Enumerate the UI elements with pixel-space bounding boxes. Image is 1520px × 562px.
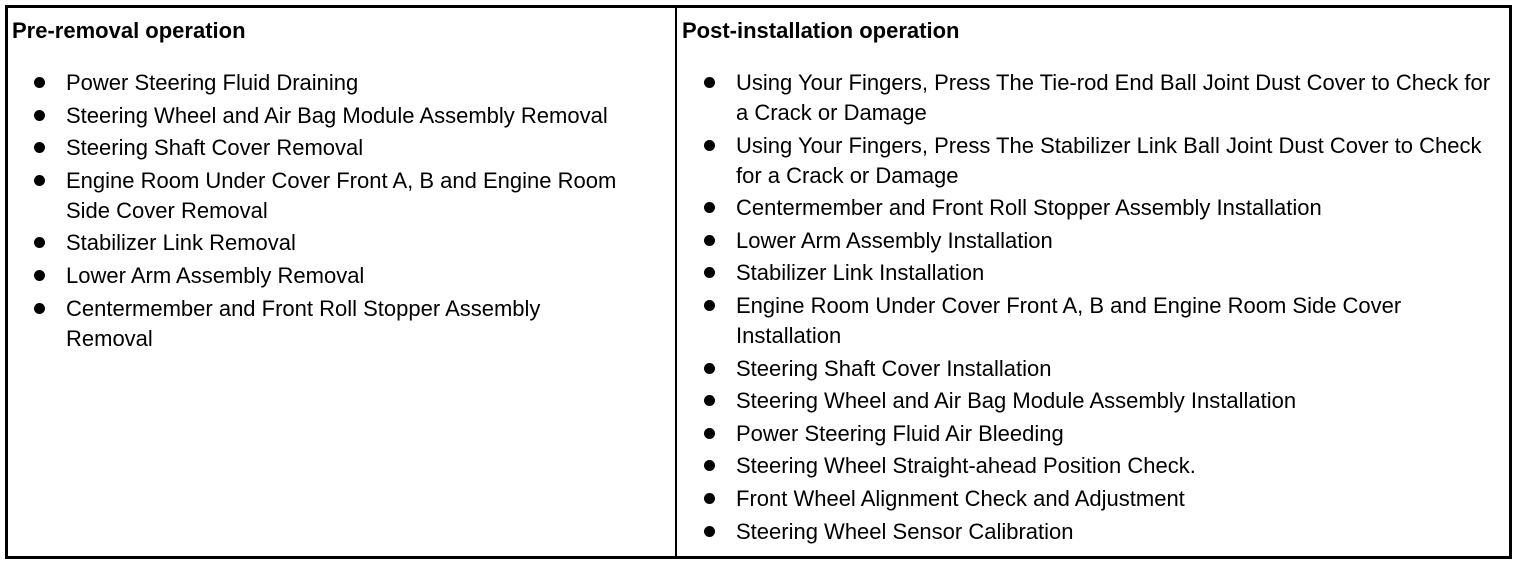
bullet-icon	[704, 363, 715, 374]
pre-removal-heading: Pre-removal operation	[12, 18, 246, 43]
list-item: Centermember and Front Roll Stopper Assembly Removal	[12, 294, 626, 354]
bullet-icon	[704, 395, 715, 406]
list-item: Steering Shaft Cover Installation	[682, 354, 1506, 384]
pre-removal-list	[12, 68, 675, 354]
bullet-icon	[704, 300, 715, 311]
bullet-icon	[704, 235, 715, 246]
bullet-icon	[704, 202, 715, 213]
list-item: Steering Wheel Sensor Calibration	[682, 517, 1506, 547]
bullet-icon	[704, 460, 715, 471]
bullet-icon	[704, 77, 715, 88]
list-item: Using Your Fingers, Press The Stabilizer Link Ball Joint Dust Cover to Check for a Crack or Damage	[682, 131, 1506, 191]
list-item: Lower Arm Assembly Installation	[682, 226, 1506, 256]
bullet-icon	[34, 237, 45, 248]
pre-removal-column	[8, 8, 677, 556]
list-item: Using Your Fingers, Press The Tie-rod End Ball Joint Dust Cover to Check for a Crack or Damage	[682, 68, 1506, 128]
bullet-icon	[704, 428, 715, 439]
bullet-icon	[704, 140, 715, 151]
list-item: Front Wheel Alignment Check and Adjustment	[682, 484, 1506, 514]
list-item: Power Steering Fluid Air Bleeding	[682, 419, 1506, 449]
bullet-icon	[34, 77, 45, 88]
bullet-icon	[34, 110, 45, 121]
post-installation-column	[677, 8, 1509, 556]
bullet-icon	[704, 267, 715, 278]
list-item: Steering Shaft Cover Removal	[12, 133, 626, 163]
bullet-icon	[34, 142, 45, 153]
list-item: Stabilizer Link Installation	[682, 258, 1506, 288]
list-item: Steering Wheel Straight-ahead Position Check.	[682, 451, 1506, 481]
list-item: Engine Room Under Cover Front A, B and Engine Room Side Cover Installation	[682, 291, 1506, 351]
bullet-icon	[34, 175, 45, 186]
bullet-icon	[704, 526, 715, 537]
bullet-icon	[34, 303, 45, 314]
post-installation-heading: Post-installation operation	[682, 18, 960, 43]
list-item: Centermember and Front Roll Stopper Assembly Installation	[682, 193, 1506, 223]
post-installation-list	[682, 68, 1509, 547]
operations-table	[5, 5, 1512, 559]
list-item: Power Steering Fluid Draining	[12, 68, 626, 98]
list-item: Stabilizer Link Removal	[12, 228, 626, 258]
bullet-icon	[704, 493, 715, 504]
list-item: Engine Room Under Cover Front A, B and Engine Room Side Cover Removal	[12, 166, 626, 226]
bullet-icon	[34, 270, 45, 281]
list-item: Steering Wheel and Air Bag Module Assembly Installation	[682, 386, 1506, 416]
list-item: Lower Arm Assembly Removal	[12, 261, 626, 291]
list-item: Steering Wheel and Air Bag Module Assembly Removal	[12, 101, 626, 131]
